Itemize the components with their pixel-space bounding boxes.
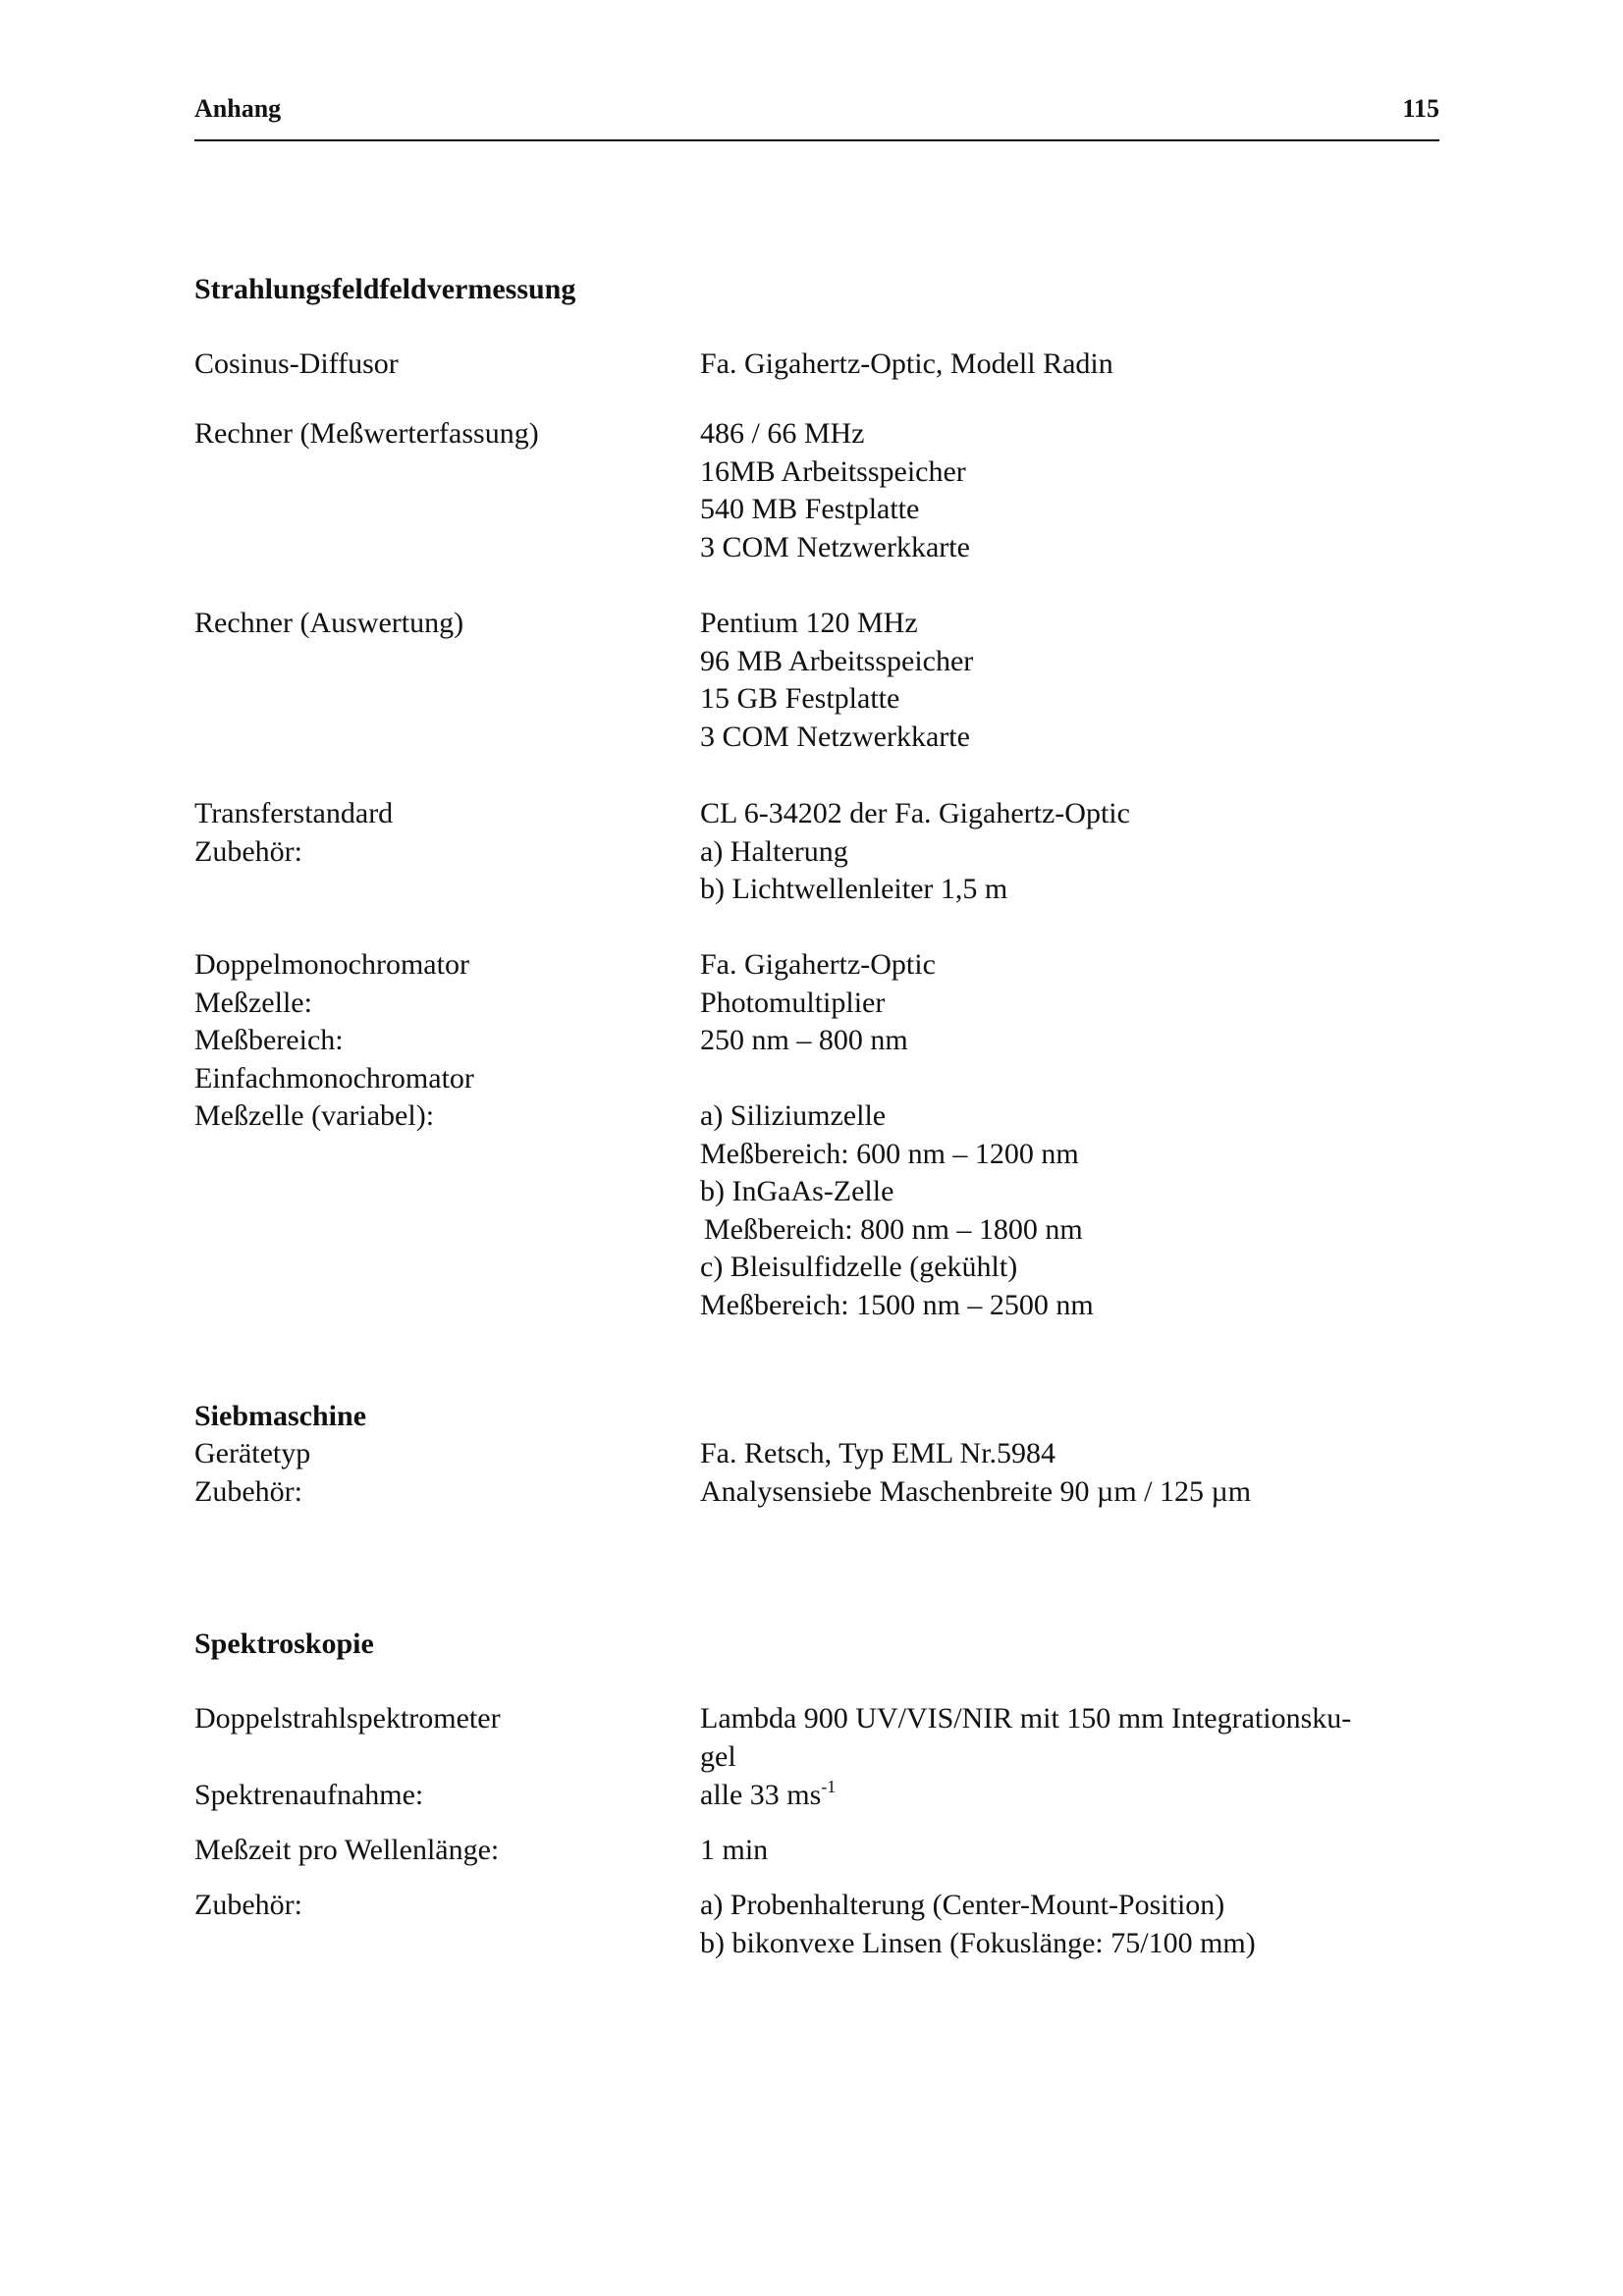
entry-value: 3 COM Netzwerkkarte [700, 530, 970, 563]
entry-label: Gerätetyp [194, 1437, 311, 1469]
entry-values [700, 1777, 1439, 1815]
entry-label: Doppelmonochromator [194, 948, 469, 981]
entry-label: Zubehör: [194, 834, 302, 868]
rate-exponent: -1 [821, 1777, 837, 1796]
entry-value: Analysensiebe Maschenbreite 90 µm / 125 µm [700, 1474, 1252, 1508]
entry-value: a) Probenhalterung (Center-Mount-Position) [700, 1889, 1225, 1921]
entry-value: b) bikonvexe Linsen (Fokuslänge: 75/100 mm) [700, 1926, 1256, 1959]
entry-values [700, 946, 1439, 1324]
entry-label: Rechner (Meßwerterfassung) [194, 417, 539, 450]
entry-values [700, 1435, 1439, 1511]
entry-value: Lambda 900 UV/VIS/NIR mit 150 mm Integrationsku- [700, 1702, 1352, 1735]
entry-value: a) Siliziumzelle [700, 1099, 887, 1132]
entry-value: Fa. Gigahertz-Optic, Modell Radin [700, 347, 1113, 380]
rate-value: alle 33 ms [700, 1779, 822, 1811]
entry-value: 540 MB Festplatte [700, 493, 920, 525]
section-title-sieb: Siebmaschine [194, 1400, 367, 1432]
entry-value: c) Bleisulfidzelle (gekühlt) [700, 1251, 1018, 1283]
entry-labels [194, 946, 474, 1136]
entry-values [700, 795, 1439, 909]
entry-values [700, 415, 1439, 566]
entry-value: Fa. Gigahertz-Optic [700, 948, 936, 981]
entry-value: a) Halterung [700, 834, 848, 868]
entry-value: Pentium 120 MHz [700, 607, 918, 639]
section-title-spektro: Spektroskopie [194, 1628, 374, 1660]
entry-value: 250 nm – 800 nm [700, 1024, 908, 1056]
entry-label: Einfachmonochromator [194, 1061, 474, 1095]
entry-value: 3 COM Netzwerkkarte [700, 720, 970, 753]
entry-value: 16MB Arbeitsspeicher [700, 454, 966, 488]
entry-labels [194, 1435, 310, 1511]
page-number: 115 [1402, 94, 1439, 123]
page-header [194, 94, 1439, 141]
entry-value: Meßbereich: 600 nm – 1200 nm [700, 1137, 1079, 1170]
entry-values [700, 605, 1439, 756]
entry-label: Meßzelle (variabel): [194, 1099, 435, 1132]
entry-value: gel [700, 1739, 736, 1773]
entry-label: Cosinus-Diffusor [194, 347, 399, 380]
entry-value-spacer [700, 1060, 1439, 1098]
entry-labels [194, 795, 393, 871]
entry-label: Zubehör: [194, 1474, 302, 1508]
entry-value: Meßbereich: 800 nm – 1800 nm [704, 1212, 1083, 1246]
entry-label: Spektrenaufnahme: [194, 1779, 424, 1811]
entry-label: Zubehör: [194, 1889, 302, 1921]
entry-value: Fa. Retsch, Typ EML Nr.5984 [700, 1437, 1056, 1469]
entry-values [700, 1832, 1439, 1870]
entry-value: 1 min [700, 1834, 769, 1866]
entry-values [700, 1700, 1439, 1776]
entry-value: 15 GB Festplatte [700, 682, 900, 715]
entry-value [700, 1777, 1439, 1815]
entry-value: CL 6-34202 der Fa. Gigahertz-Optic [700, 797, 1130, 829]
entry-value: Meßbereich: 1500 nm – 2500 nm [700, 1288, 1094, 1321]
entry-value: 96 MB Arbeitsspeicher [700, 644, 974, 677]
entry-value: Photomultiplier [700, 986, 886, 1019]
entry-value: b) Lichtwellenleiter 1,5 m [700, 873, 1008, 905]
entry-label: Meßzeit pro Wellenlänge: [194, 1834, 500, 1866]
section-title-strahlung: Strahlungsfeldfeldvermessung [194, 273, 576, 305]
entry-label: Meßzelle: [194, 986, 312, 1019]
entry-label: Doppelstrahlspektrometer [194, 1702, 501, 1735]
entry-label: Rechner (Auswertung) [194, 607, 464, 639]
entry-label: Transferstandard [194, 797, 394, 829]
entry-values [700, 1887, 1439, 1962]
running-title: Anhang [194, 94, 282, 123]
entry-value: 486 / 66 MHz [700, 417, 865, 450]
entry-value: b) InGaAs-Zelle [700, 1175, 894, 1207]
entry-label: Meßbereich: [194, 1024, 344, 1056]
entry-values [700, 346, 1439, 384]
